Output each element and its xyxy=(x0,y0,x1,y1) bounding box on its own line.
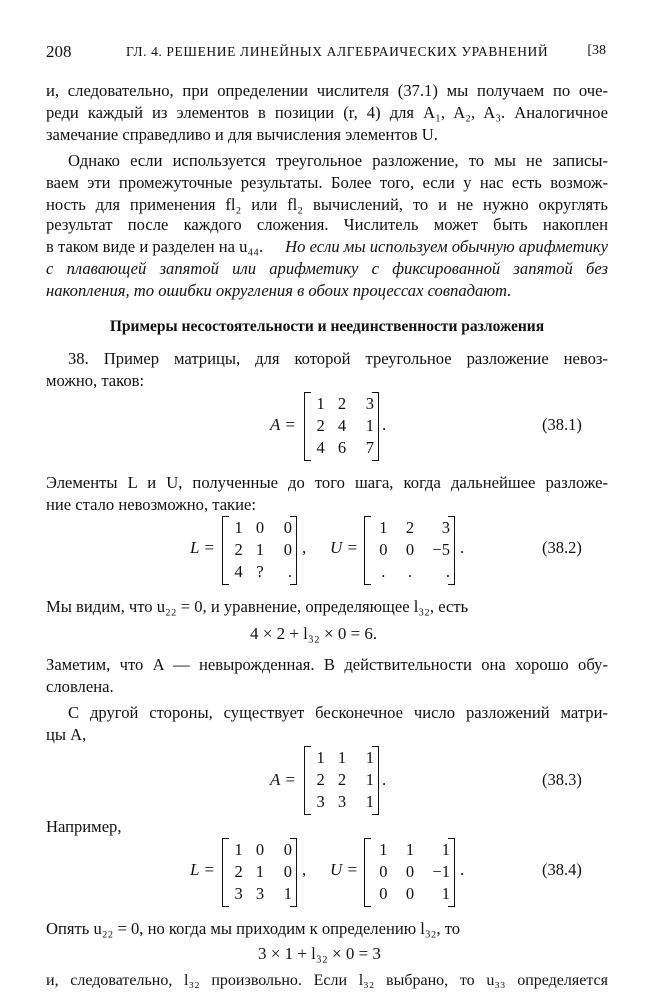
matrix-cell: 1 xyxy=(234,518,243,537)
matrix-cell: 0 xyxy=(283,840,292,859)
para9-line1: Опять u₂₂ = 0, но когда мы приходим к определению l₃₂, то xyxy=(46,919,461,938)
matrix-cell: 1 xyxy=(441,840,450,859)
para1-line2: реди каждый из элементов в позиции (r, 4) для A₁, A₂, A₃. Аналогичное xyxy=(46,103,608,122)
matrix-cell: 1 xyxy=(316,394,325,413)
matrix-cell: 3 xyxy=(234,884,243,903)
eq2-number: (38.2) xyxy=(542,538,582,557)
eq3-tail: . xyxy=(382,770,387,789)
eq1-tail: . xyxy=(382,415,387,434)
para2-line6: с плавающей запятой или арифметику с фиксированной запятой без xyxy=(46,259,608,278)
matrix-cell: 1 xyxy=(255,540,265,559)
eq-b: 3 × 1 + l₃₂ × 0 = 3 xyxy=(258,944,381,963)
matrix-cell: 1 xyxy=(365,748,374,767)
matrix-cell: 1 xyxy=(283,884,292,903)
matrix-cell: 3 xyxy=(337,792,347,811)
matrix-cell: 0 xyxy=(283,862,292,881)
eq2-tail: . xyxy=(460,538,465,557)
eq4-number: (38.4) xyxy=(542,860,582,879)
matrix-cell: 4 xyxy=(337,416,347,435)
para8-line1: Например, xyxy=(46,817,122,836)
matrix-cell: . xyxy=(381,562,386,581)
eq4-separator: , xyxy=(302,860,307,879)
matrix-cell: 3 xyxy=(255,884,265,903)
matrix-cell: 0 xyxy=(405,862,415,881)
matrix-cell: 4 xyxy=(234,562,243,581)
para2-line7: накопления, то ошибки округления в обоих процессах совпадают. xyxy=(46,281,512,300)
eq1-lhs: A = xyxy=(270,415,296,434)
eq2-separator: , xyxy=(302,538,307,557)
para7-line1: С другой стороны, существует бесконечное число разложений матри- xyxy=(68,703,608,722)
matrix-cell: 2 xyxy=(234,862,243,881)
section-marker: [38 xyxy=(587,43,606,58)
matrix-cell: 1 xyxy=(365,416,374,435)
matrix-cell: 0 xyxy=(379,540,388,559)
para2-line3: ность для применения fl₂ или fl₂ вычислений, то и не нужно округлять xyxy=(46,195,608,214)
para4-line1: Элементы L и U, полученные до того шага, когда дальнейшее разложе- xyxy=(46,473,608,492)
matrix-cell: 2 xyxy=(316,770,325,789)
matrix-cell: 1 xyxy=(379,840,388,859)
page-number: 208 xyxy=(46,42,72,61)
matrix-cell: 0 xyxy=(405,540,415,559)
para1-line3: замечание справедливо и для вычисления элементов U. xyxy=(46,125,438,144)
matrix-cell: . xyxy=(407,562,413,581)
matrix-cell: 4 xyxy=(316,438,325,457)
para5-line1: Мы видим, что u₂₂ = 0, и уравнение, определяющее l₃₂, есть xyxy=(46,597,469,616)
para6-line1: Заметим, что A — невырожденная. В действительности она хорошо обу- xyxy=(46,655,608,674)
matrix-cell: 0 xyxy=(283,540,292,559)
eq2-U-lhs: U = xyxy=(330,538,358,557)
eq4-L-lhs: L = xyxy=(190,860,215,879)
eq-a: 4 × 2 + l₃₂ × 0 = 6. xyxy=(250,624,378,643)
para6-line2: словлена. xyxy=(46,677,114,696)
matrix-cell: 1 xyxy=(441,884,450,903)
matrix-cell: ? xyxy=(256,562,264,581)
running-title: ГЛ. 4. РЕШЕНИЕ ЛИНЕЙНЫХ АЛГЕБРАИЧЕСКИХ УРАВНЕНИЙ xyxy=(126,44,549,59)
matrix-cell: 0 xyxy=(255,840,265,859)
para1-line1: и, следовательно, при определении числителя (37.1) мы получаем по оче- xyxy=(46,81,608,100)
matrix-cell: 0 xyxy=(283,518,292,537)
matrix-cell: 3 xyxy=(316,792,325,811)
matrix-cell: 0 xyxy=(405,884,415,903)
matrix-cell: −1 xyxy=(432,862,450,881)
para2-line1: Однако если используется треугольное разложение, то мы не записы- xyxy=(68,151,608,170)
matrix-U-38-4 xyxy=(364,838,456,908)
matrix-cell: 2 xyxy=(337,770,347,789)
matrix-L-38-2 xyxy=(222,516,298,586)
matrix-cell: 1 xyxy=(405,840,415,859)
matrix-cell: −5 xyxy=(432,540,450,559)
matrix-cell: 1 xyxy=(365,770,374,789)
para2-line2: ваем эти промежуточные результаты. Более того, если у нас есть возмож- xyxy=(46,173,608,192)
matrix-cell: 2 xyxy=(316,416,325,435)
matrix-cell: 1 xyxy=(316,748,325,767)
para2-line5 xyxy=(46,236,608,258)
eq3-number: (38.3) xyxy=(542,770,582,789)
matrix-A-38-3 xyxy=(304,746,380,816)
matrix-cell: 0 xyxy=(379,884,388,903)
eq2-L-lhs: L = xyxy=(190,538,215,557)
para2-line4: результат после каждого сложения. Числитель может быть накоплен xyxy=(46,215,608,234)
eq3-lhs: A = xyxy=(270,770,296,789)
matrix-cell: 1 xyxy=(365,792,374,811)
matrix-cell: 7 xyxy=(365,438,374,457)
para7-line2: цы A, xyxy=(46,725,87,744)
para4-line2: ние стало невозможно, такие: xyxy=(46,495,256,514)
matrix-cell: . xyxy=(287,562,292,581)
matrix-cell: 1 xyxy=(379,518,388,537)
para3-line1: 38. Пример матрицы, для которой треугольное разложение невоз- xyxy=(68,349,608,368)
matrix-U-38-2 xyxy=(364,516,456,586)
running-header xyxy=(46,42,606,64)
matrix-cell: 1 xyxy=(337,748,347,767)
eq4-U-lhs: U = xyxy=(330,860,358,879)
matrix-cell: . xyxy=(445,562,450,581)
matrix-cell: 1 xyxy=(255,862,265,881)
eq1-number: (38.1) xyxy=(542,415,582,434)
matrix-A-38-1 xyxy=(304,392,380,462)
matrix-L-38-4 xyxy=(222,838,298,908)
eq4-tail: . xyxy=(460,860,465,879)
matrix-cell: 3 xyxy=(441,518,450,537)
matrix-cell: 2 xyxy=(337,394,347,413)
matrix-cell: 1 xyxy=(234,840,243,859)
para3-line2: можно, таков: xyxy=(46,371,145,390)
matrix-cell: 0 xyxy=(255,518,265,537)
matrix-cell: 6 xyxy=(337,438,347,457)
matrix-cell: 2 xyxy=(234,540,243,559)
section-heading: Примеры несостоятельности и неединственности разложения xyxy=(109,318,545,335)
matrix-cell: 3 xyxy=(365,394,374,413)
para10-line1: и, следовательно, l₃₂ произвольно. Если l₃₂ выбрано, то u₃₃ определяется xyxy=(46,972,608,989)
matrix-cell: 0 xyxy=(379,862,388,881)
para2-line5-a: в таком виде и разделен на u₄₄. xyxy=(46,237,264,256)
para2-line5-b: Но если мы используем обычную арифметику xyxy=(285,237,608,256)
matrix-cell: 2 xyxy=(405,518,415,537)
